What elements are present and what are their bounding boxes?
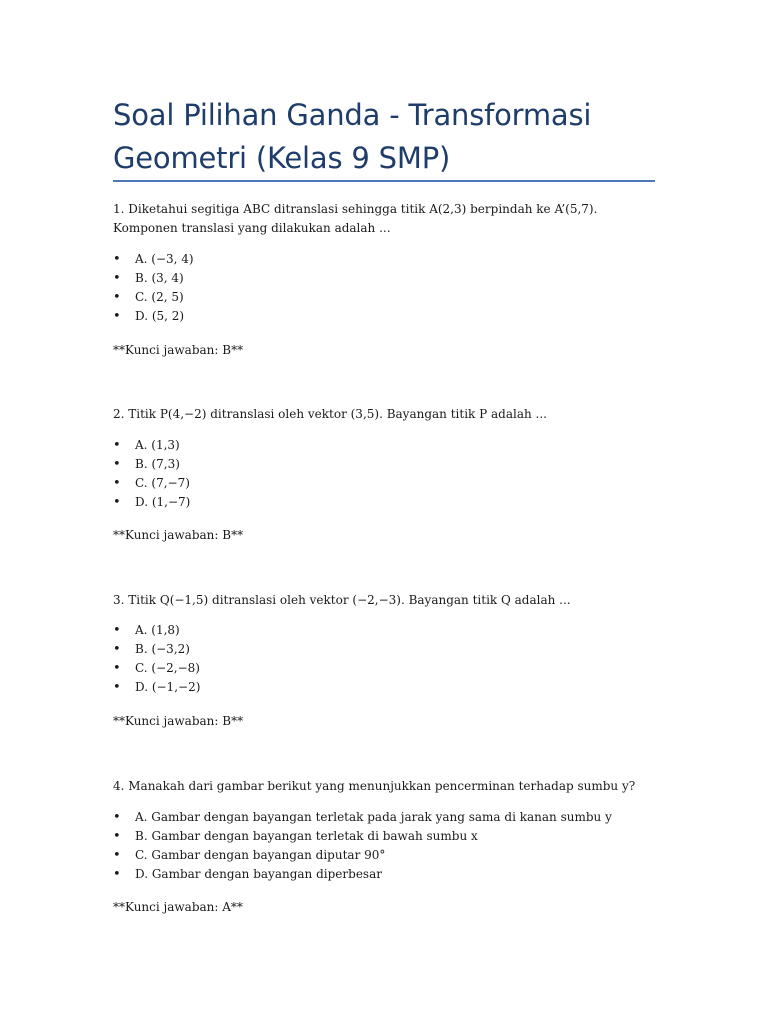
bullet-icon: • [113,271,121,286]
option-label: C. (2, 5) [135,290,184,304]
bullet-icon: • [113,848,121,863]
list-item [113,865,658,884]
option-label: D. (5, 2) [135,309,185,323]
option-label: A. (1,3) [135,438,180,452]
question-3-answer: **Kunci jawaban: B** [113,714,244,728]
question-3-options [113,621,658,697]
question-2-options [113,436,658,512]
option-label: B. Gambar dengan bayangan terletak di bawah sumbu x [135,829,478,843]
list-item [113,808,658,827]
question-4-options [113,808,658,884]
option-label: D. Gambar dengan bayangan diperbesar [135,867,382,881]
bullet-icon: • [113,290,121,305]
bullet-icon: • [113,438,121,453]
list-item [113,474,658,493]
bullet-icon: • [113,867,121,882]
option-label: B. (3, 4) [135,271,184,285]
bullet-icon: • [113,623,121,638]
question-1-text: 1. Diketahui segitiga ABC ditranslasi sehingga titik A(2,3) berpindah ke A’(5,7). Komponen translasi yang dilakukan adalah ... [113,202,598,235]
option-label: D. (−1,−2) [135,680,201,694]
list-item [113,846,658,865]
title-underline [113,180,655,182]
list-item [113,621,658,640]
bullet-icon: • [113,495,121,510]
list-item [113,288,658,307]
document-title: Soal Pilihan Ganda - Transformasi Geometri (Kelas 9 SMP) [113,98,592,175]
option-label: B. (−3,2) [135,642,190,656]
list-item [113,493,658,512]
bullet-icon: • [113,457,121,472]
question-1-answer: **Kunci jawaban: B** [113,343,244,357]
option-label: C. (−2,−8) [135,661,200,675]
option-label: A. (1,8) [135,623,180,637]
bullet-icon: • [113,661,121,676]
list-item [113,436,658,455]
bullet-icon: • [113,252,121,267]
option-label: B. (7,3) [135,457,180,471]
bullet-icon: • [113,309,121,324]
bullet-icon: • [113,829,121,844]
bullet-icon: • [113,642,121,657]
option-label: A. Gambar dengan bayangan terletak pada jarak yang sama di kanan sumbu y [135,810,612,824]
question-3-text: 3. Titik Q(−1,5) ditranslasi oleh vektor (−2,−3). Bayangan titik Q adalah ... [113,593,571,607]
question-1-options [113,250,658,326]
bullet-icon: • [113,680,121,695]
bullet-icon: • [113,810,121,825]
option-label: C. Gambar dengan bayangan diputar 90° [135,848,386,862]
list-item [113,269,658,288]
list-item [113,827,658,846]
option-label: A. (−3, 4) [135,252,194,266]
list-item [113,640,658,659]
list-item [113,659,658,678]
option-label: C. (7,−7) [135,476,190,490]
question-2-text: 2. Titik P(4,−2) ditranslasi oleh vektor (3,5). Bayangan titik P adalah ... [113,407,547,421]
question-4-text: 4. Manakah dari gambar berikut yang menunjukkan pencerminan terhadap sumbu y? [113,779,636,793]
list-item [113,250,658,269]
question-4-answer: **Kunci jawaban: A** [113,900,243,914]
bullet-icon: • [113,476,121,491]
list-item [113,307,658,326]
list-item [113,455,658,474]
list-item [113,678,658,697]
question-2-answer: **Kunci jawaban: B** [113,528,244,542]
option-label: D. (1,−7) [135,495,191,509]
